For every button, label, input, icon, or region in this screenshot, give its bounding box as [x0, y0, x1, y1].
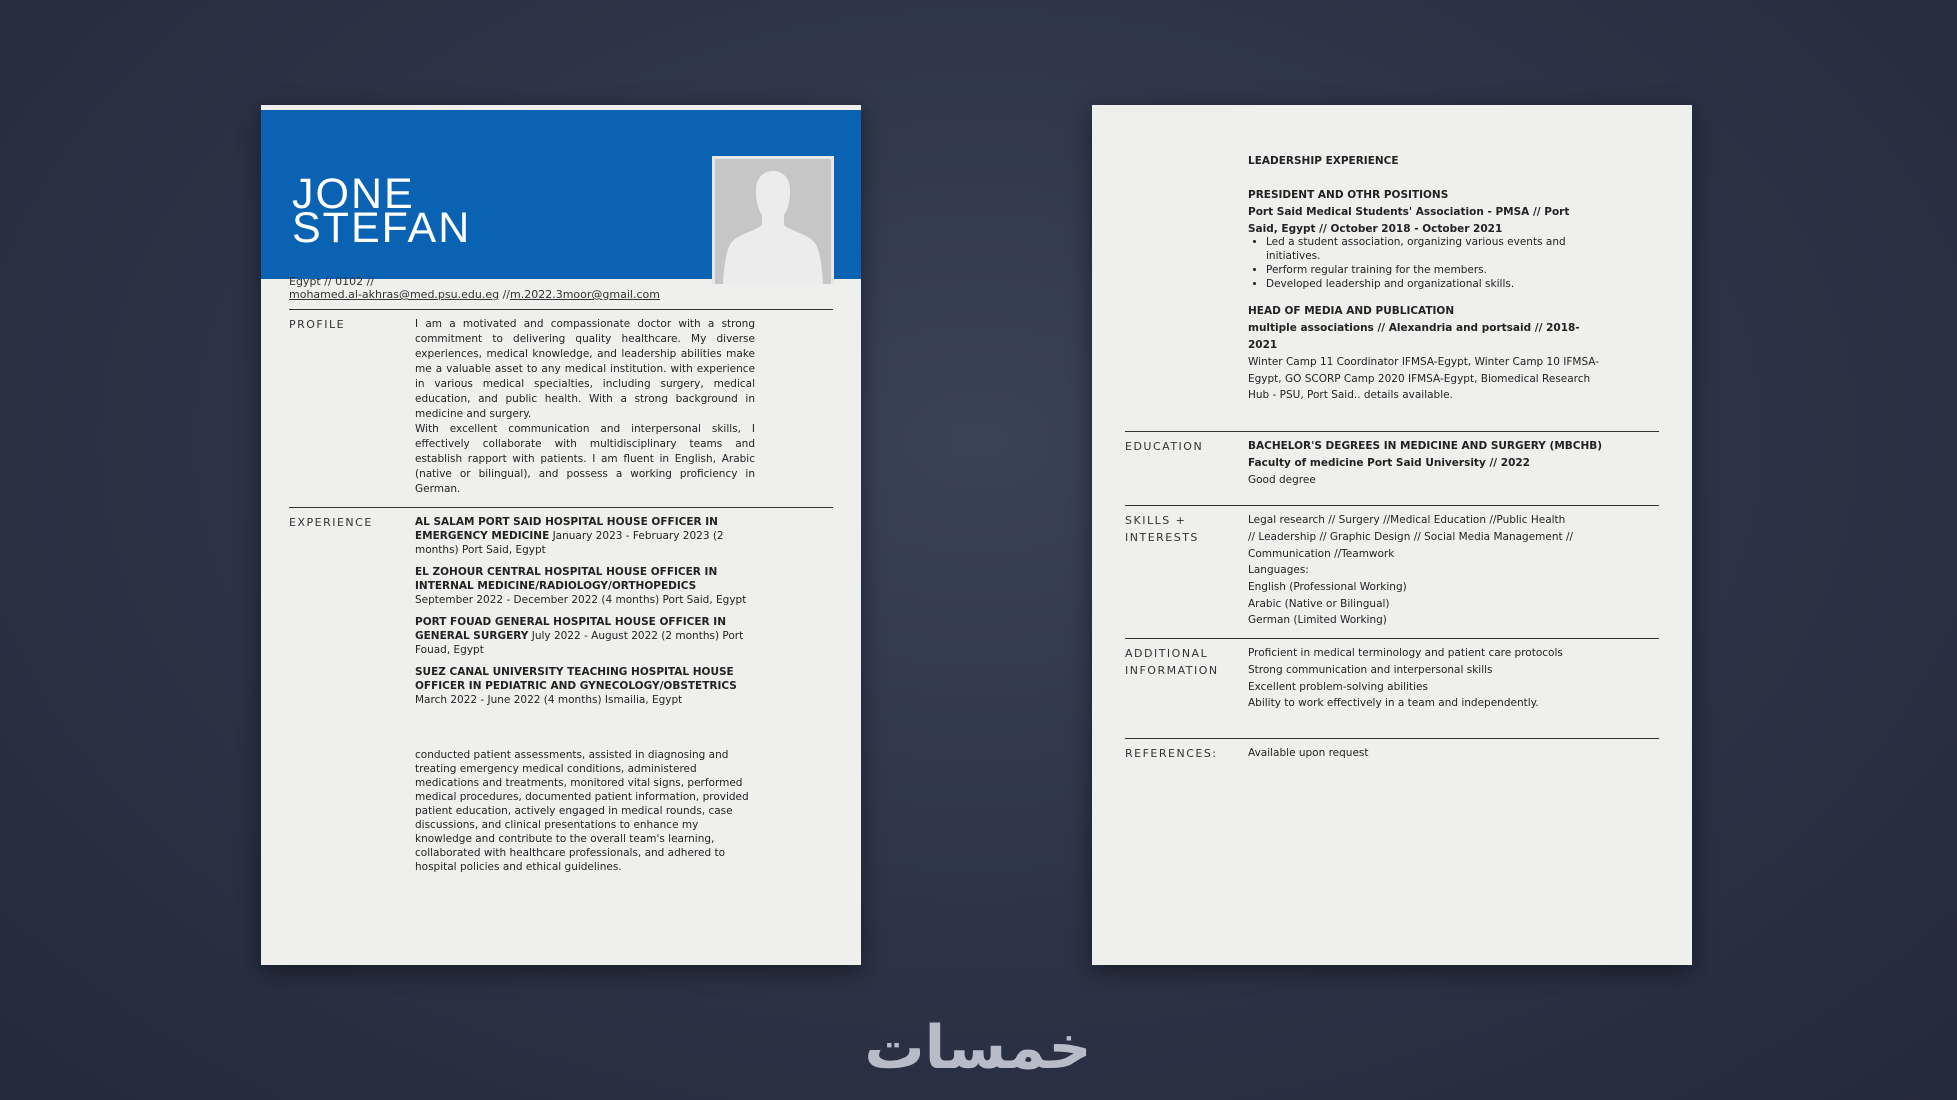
additional-item: Excellent problem-solving abilities [1248, 681, 1428, 693]
references-label: REFERENCES: [1125, 747, 1218, 760]
name-first: JONE [292, 170, 415, 218]
contact-location-phone: Egypt // 0102 // [289, 275, 375, 288]
bullet-item: • Led a student association, organizing various events and initiatives. [1266, 235, 1586, 263]
divider [1125, 638, 1659, 639]
position-1-title: PRESIDENT AND OTHR POSITIONS [1248, 189, 1449, 201]
skills-line-2: // Leadership // Graphic Design // Social Media Management // [1248, 531, 1574, 543]
bullet-item: • Developed leadership and organizational skills. [1266, 277, 1586, 291]
skills-line-3: Communication //Teamwork [1248, 548, 1395, 560]
profile-photo-placeholder [712, 156, 834, 284]
language-item: German (Limited Working) [1248, 614, 1387, 626]
skills-line-1: Legal research // Surgery //Medical Education //Public Health [1248, 514, 1566, 526]
additional-item: Ability to work effectively in a team and independently. [1248, 697, 1539, 709]
experience-label: EXPERIENCE [289, 516, 373, 529]
additional-item: Proficient in medical terminology and patient care protocols [1248, 647, 1563, 659]
experience-item: SUEZ CANAL UNIVERSITY TEACHING HOSPITAL HOUSE OFFICER IN PEDIATRIC AND GYNECOLOGY/OBSTETRICS March 2022 - June 2022 (4 months) Ismailia, Egypt [415, 666, 737, 706]
education-label: EDUCATION [1125, 440, 1204, 453]
divider [289, 507, 833, 508]
resume-page-1 [261, 105, 861, 965]
experience-item: AL SALAM PORT SAID HOSPITAL HOUSE OFFICER IN EMERGENCY MEDICINE January 2023 - February 2023 (2 months) Port Said, Egypt [415, 516, 724, 556]
header-band [261, 110, 861, 279]
divider [1125, 505, 1659, 506]
email-link-1[interactable]: mohamed.al-akhras@med.psu.edu.eg [289, 288, 500, 301]
experience-item: PORT FOUAD GENERAL HOSPITAL HOUSE OFFICER IN GENERAL SURGERY July 2022 - August 2022 (2 months) Port Fouad, Egypt [415, 616, 744, 656]
additional-label-1: ADDITIONAL [1125, 647, 1209, 660]
divider [289, 309, 833, 310]
language-item: English (Professional Working) [1248, 581, 1407, 593]
profile-paragraph-2: With excellent communication and interpersonal skills, I effectively collaborate with multidisciplinary teams and establish rapport with patients. I am fluent in English, Arabic (native or bilingual), and possess a working proficiency in German. [415, 423, 755, 495]
profile-paragraph-1: I am a motivated and compassionate doctor with a strong commitment to delivering quality healthcare. My diverse experiences, medical knowledge, and leadership abilities make me a valuable asset to any medical institution. with experience in various medical specialties, including surgery, medical education, and public health. With a strong background in medicine and surgery. [415, 318, 755, 420]
name-last: STEFAN [292, 204, 472, 252]
language-item: Arabic (Native or Bilingual) [1248, 598, 1390, 610]
email-separator: // [499, 288, 510, 301]
position-1-bullets [1248, 235, 1586, 291]
experience-summary: conducted patient assessments, assisted in diagnosing and treating emergency medical conditions, administered medications and treatments, monitored vital signs, performed medical procedures, documented patient information, provided patient education, actively engaged in medical rounds, case discussions, and clinical presentations to enhance my knowledge and contribute to the overall team's learning, collaborated with healthcare professionals, and adhered to hospital policies and ethical guidelines. [415, 749, 749, 873]
languages-label: Languages: [1248, 564, 1309, 576]
position-2-details: Winter Camp 11 Coordinator IFMSA-Egypt, Winter Camp 10 IFMSA-Egypt, GO SCORP Camp 2020 IFMSA-Egypt, Biomedical Research Hub - PSU, Port Said.. details available. [1248, 356, 1600, 402]
position-1-org: Port Said Medical Students' Association - PMSA // Port Said, Egypt // October 2018 - October 2021 [1248, 206, 1570, 235]
leadership-heading: LEADERSHIP EXPERIENCE [1248, 155, 1399, 167]
additional-label-2: INFORMATION [1125, 664, 1219, 677]
position-2-org: multiple associations // Alexandria and portsaid // 2018- 2021 [1248, 322, 1580, 351]
education-degree: BACHELOR'S DEGREES IN MEDICINE AND SURGERY (MBCHB) [1248, 440, 1603, 452]
person-silhouette-icon [715, 159, 831, 284]
email-link-2[interactable]: m.2022.3moor@gmail.com [510, 288, 660, 301]
resume-page-2 [1092, 105, 1692, 965]
bullet-item: • Perform regular training for the members. [1266, 263, 1586, 277]
experience-item: EL ZOHOUR CENTRAL HOSPITAL HOUSE OFFICER IN INTERNAL MEDICINE/RADIOLOGY/ORTHOPEDICS September 2022 - December 2022 (4 months) Port Said, Egypt [415, 566, 747, 606]
additional-item: Strong communication and interpersonal skills [1248, 664, 1493, 676]
skills-label-1: SKILLS + [1125, 514, 1187, 527]
position-2-title: HEAD OF MEDIA AND PUBLICATION [1248, 305, 1455, 317]
skills-label-2: INTERESTS [1125, 531, 1199, 544]
education-grade: Good degree [1248, 474, 1316, 486]
contact-emails [289, 288, 660, 301]
references-value: Available upon request [1248, 747, 1369, 759]
profile-label: PROFILE [289, 318, 346, 331]
experience-list [415, 515, 755, 715]
khamsat-logo: خمسات [864, 1013, 1092, 1083]
divider [1125, 738, 1659, 739]
education-faculty: Faculty of medicine Port Said University // 2022 [1248, 457, 1530, 469]
divider [1125, 431, 1659, 432]
